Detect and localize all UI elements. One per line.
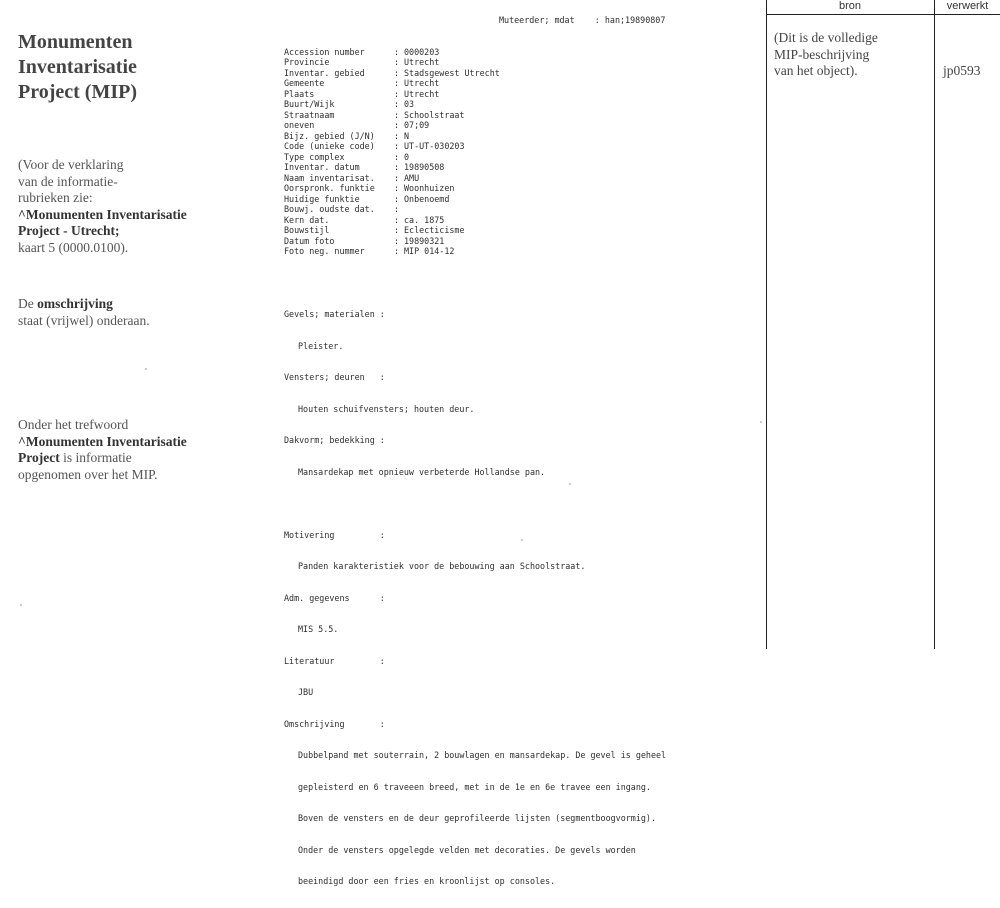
record-field-row	[284, 162, 764, 173]
field-value: 19890508	[404, 162, 445, 172]
field-key: Bijz. gebied (J/N)	[284, 130, 375, 141]
vensters-label: Vensters; deuren :	[284, 372, 385, 382]
note-line: staat (vrijwel) onderaan.	[18, 312, 150, 328]
field-key: Type complex	[284, 151, 345, 162]
field-value: N	[404, 130, 410, 141]
record-field-row	[284, 204, 764, 215]
record-field-row	[284, 194, 764, 205]
mip-title	[18, 30, 258, 105]
field-separator: :	[394, 141, 400, 151]
field-value: Onbenoemd	[404, 193, 450, 204]
field-separator: :	[394, 162, 400, 172]
note-reference-bold: Project	[18, 450, 60, 465]
field-value: 0000203	[404, 46, 440, 57]
field-key: Kern dat.	[284, 214, 330, 225]
record-field-row	[284, 183, 764, 194]
omschrijving-line: gepleisterd en 6 traveeen breed, met in de 1e en 6e travee een ingang.	[298, 781, 651, 792]
field-value: 03	[404, 99, 415, 109]
note-line: kaart 5 (0000.0100).	[18, 239, 129, 255]
note-line: van de informatie-	[18, 173, 118, 189]
note-line	[18, 450, 258, 467]
dakvorm-value: Mansardekap met opnieuw verbeterde Hollandse pan.	[298, 466, 546, 477]
description-note	[18, 296, 258, 329]
field-key: Buurt/Wijk	[284, 99, 335, 109]
table-divider-middle	[934, 0, 935, 649]
field-separator: :	[394, 67, 400, 78]
field-separator: :	[394, 120, 400, 130]
note-line: (Voor de verklaring	[18, 157, 124, 172]
field-value: 19890321	[404, 235, 445, 246]
title-line: Monumenten	[18, 31, 133, 53]
record-field-row	[284, 246, 764, 257]
bron-line: van het object).	[774, 63, 858, 78]
record-field-row	[284, 131, 764, 142]
field-key: oneven	[284, 120, 315, 130]
explanation-note	[18, 157, 258, 256]
field-value: Eclecticisme	[404, 225, 465, 235]
record-field-row	[284, 141, 764, 152]
field-key: Provincie	[284, 57, 330, 67]
field-key: Huidige funktie	[284, 193, 360, 204]
field-key: Plaats	[284, 88, 315, 99]
record-field-row	[284, 225, 764, 236]
keyword-note	[18, 417, 258, 483]
omschrijving-line: beeindigd door een fries en kroonlijst op consoles.	[298, 876, 556, 886]
table-header-rule	[766, 14, 1000, 15]
omschrijving-line: Boven de vensters en de deur geprofileerde lijsten (segmentboogvormig).	[298, 813, 656, 823]
record-field-row	[284, 89, 764, 100]
note-reference-bold: ^Monumenten Inventarisatie	[18, 433, 187, 449]
record-field-row	[284, 236, 764, 247]
record-field-row	[284, 120, 764, 131]
field-separator: :	[394, 130, 400, 141]
field-key: Accession number	[284, 46, 365, 57]
record-field-row	[284, 68, 764, 79]
field-separator: :	[394, 99, 400, 109]
note-line: opgenomen over het MIP.	[18, 466, 158, 482]
field-key: Naam inventarisat.	[284, 172, 375, 183]
literatuur-value: JBU	[298, 687, 314, 697]
motivering-value: Panden karakteristiek voor de bebouwing aan Schoolstraat.	[298, 561, 586, 571]
scan-speck	[569, 483, 571, 485]
field-key: Bouwj. oudste dat.	[284, 204, 375, 214]
record-field-row	[284, 47, 764, 58]
bron-line: MIP-beschrijving	[774, 46, 870, 62]
field-key: Bouwstijl	[284, 225, 330, 235]
bron-header: bron	[838, 0, 862, 12]
note-line	[18, 296, 258, 313]
field-key: Foto neg. nummer	[284, 246, 365, 256]
record-field-row	[284, 57, 764, 68]
note-line: rubrieken zie:	[18, 190, 93, 205]
field-value: Woonhuizen	[404, 183, 455, 193]
field-value: UT-UT-030203	[404, 141, 465, 151]
field-separator: :	[394, 46, 400, 57]
adm-value: MIS 5.5.	[298, 624, 339, 634]
note-text: is informatie	[59, 450, 132, 465]
omschrijving-line: Onder de vensters opgelegde velden met decoraties. De gevels worden	[298, 844, 636, 855]
bron-cell	[774, 30, 924, 80]
field-key: Inventar. datum	[284, 162, 360, 172]
field-separator: :	[394, 235, 400, 246]
adm-label: Adm. gegevens :	[284, 592, 385, 603]
field-separator: :	[394, 246, 400, 256]
field-value: Utrecht	[404, 88, 440, 99]
field-value: MIP 014-12	[404, 246, 455, 256]
field-separator: :	[394, 57, 400, 67]
verwerkt-header: verwerkt	[946, 0, 989, 12]
record-field-row	[284, 215, 764, 226]
field-value: Utrecht	[404, 78, 440, 88]
vensters-value: Houten schuifvensters; houten deur.	[298, 403, 475, 414]
scan-speck	[760, 421, 762, 423]
field-key: Code (unieke code)	[284, 141, 375, 151]
verwerkt-cell: jp0593	[943, 63, 981, 78]
scan-speck	[20, 604, 22, 606]
record-field-row	[284, 152, 764, 163]
record-field-row	[284, 78, 764, 89]
bron-line: (Dit is de volledige	[774, 30, 878, 45]
dakvorm-label: Dakvorm; bedekking :	[284, 435, 385, 445]
literatuur-label: Literatuur :	[284, 655, 385, 666]
title-line: Project (MIP)	[18, 81, 138, 103]
field-separator: :	[394, 78, 400, 88]
record-field-row	[284, 110, 764, 121]
field-key: Datum foto	[284, 235, 335, 246]
field-value: Schoolstraat	[404, 109, 465, 120]
note-reference-bold: ^Monumenten Inventarisatie	[18, 206, 187, 222]
field-separator: :	[394, 193, 400, 204]
field-separator: :	[394, 204, 400, 214]
muteerder-field: Muteerder; mdat : han;19890807	[499, 15, 666, 25]
field-key: Oorspronk. funktie	[284, 183, 375, 193]
record-fields	[284, 47, 764, 257]
note-line: Onder het trefwoord	[18, 417, 129, 432]
field-separator: :	[394, 109, 400, 120]
field-separator: :	[394, 183, 400, 193]
field-separator: :	[394, 151, 400, 162]
field-value: AMU	[404, 172, 420, 183]
record-field-row	[284, 173, 764, 184]
mip-record	[284, 15, 764, 908]
scan-speck	[521, 539, 523, 541]
note-reference-bold: Project - Utrecht;	[18, 223, 120, 238]
field-key: Gemeente	[284, 78, 325, 88]
field-value: 0	[404, 151, 410, 162]
record-field-row	[284, 99, 764, 110]
note-bold-word: omschrijving	[37, 296, 113, 311]
field-separator: :	[394, 225, 400, 235]
gevels-label: Gevels; materialen :	[284, 309, 385, 319]
table-divider-left	[766, 0, 767, 649]
field-separator: :	[394, 214, 400, 225]
note-prefix: De	[18, 296, 38, 311]
field-key: Inventar. gebied	[284, 67, 365, 78]
motivering-label: Motivering :	[284, 529, 385, 540]
title-line: Inventarisatie	[18, 56, 137, 78]
scan-speck	[145, 368, 147, 370]
field-separator: :	[394, 88, 400, 99]
field-key: Straatnaam	[284, 109, 335, 120]
gevels-value: Pleister.	[298, 340, 344, 351]
omschrijving-line: Dubbelpand met souterrain, 2 bouwlagen en mansardekap. De gevel is geheel	[298, 750, 667, 760]
field-value: Utrecht	[404, 57, 440, 67]
field-value: Stadsgewest Utrecht	[404, 67, 500, 78]
field-value: 07;09	[404, 120, 430, 130]
field-value: ca. 1875	[404, 214, 445, 225]
omschrijving-label: Omschrijving :	[284, 718, 385, 729]
field-separator: :	[394, 172, 400, 183]
